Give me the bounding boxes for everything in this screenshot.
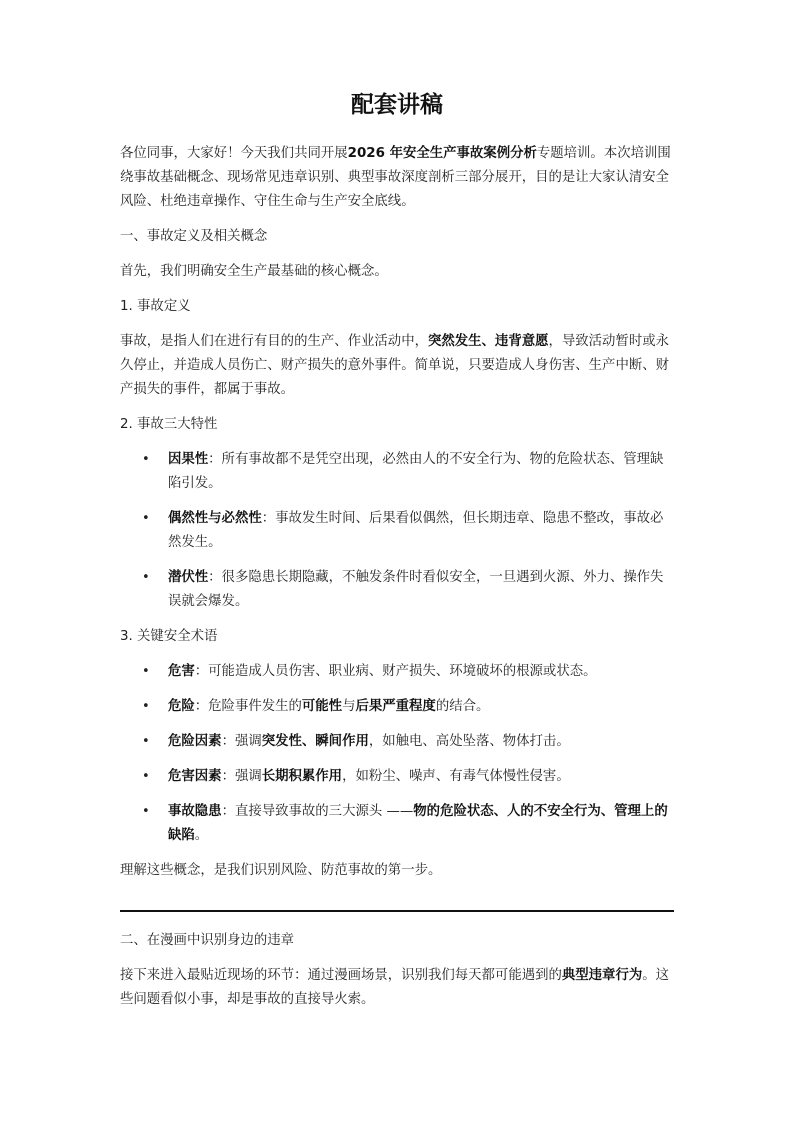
bullet-icon: • [142,699,150,714]
item-text: 的结合。 [435,699,490,714]
intro-bold: 2026 年安全生产事故案例分析 [347,146,537,161]
section1-closing: 理解这些概念，是我们识别风险、防范事故的第一步。 [120,863,442,878]
bullet-icon: • [142,804,150,819]
definition-paragraph [120,330,674,402]
item-bold: 后果严重程度 [355,699,436,714]
list-item [120,730,674,754]
bullet-icon: • [142,511,150,526]
list-item [120,695,674,719]
bullet-icon: • [142,734,150,749]
bullet-icon: • [142,570,150,585]
section2-text: 接下来进入最贴近现场的环节：通过漫画场景，识别我们每天都可能遇到的 [120,968,562,983]
section2-text-2: 。这些问题看似小事，却是事故的直接导火索。 [120,968,670,1007]
definition-text: 事故，是指人们在进行有目的的生产、作业活动中， [120,334,428,349]
item-term: 危险 [168,699,195,714]
item-text: 。 [194,828,209,843]
list-item [120,800,674,848]
section1-lead: 首先，我们明确安全生产最基础的核心概念。 [120,264,388,279]
section1-heading: 一、事故定义及相关概念 [120,229,268,244]
item-text: ，如触电、高处坠落、物体打击。 [368,734,570,749]
subsection1-heading: 1. 事故定义 [120,299,191,314]
item-bold: 突发性、瞬间作用 [261,734,369,749]
item-text: 与 [342,699,356,714]
list-item [120,660,674,684]
item-term: 因果性 [168,452,209,467]
list-item [120,448,674,496]
document-page [120,88,674,1012]
traits-list [120,448,674,614]
list-item [120,566,674,614]
item-bold: 可能性 [301,699,343,714]
item-text: ：强调 [221,734,262,749]
definition-text-2: ，导致活动暂时或永久停止，并造成人员伤亡、财产损失的意外事件。简单说，只要造成人身伤害、生产中断、财产损失的事件，都属于事故。 [120,334,670,397]
section2-bold: 典型违章行为 [561,968,643,983]
item-text: ：很多隐患长期隐藏，不触发条件时看似安全，一旦遇到火源、外力、操作失误就会爆发。 [168,570,664,609]
bullet-icon: • [142,452,150,467]
item-text: ：事故发生时间、后果看似偶然，但长期违章、隐患不整改，事故必然发生。 [168,511,664,550]
section2-heading: 二、在漫画中识别身边的违章 [120,933,295,948]
item-term: 偶然性与必然性 [168,511,262,526]
item-text: ：直接导致事故的三大源头 —— [221,804,414,819]
horizontal-divider [120,910,674,912]
section2-paragraph [120,964,674,1012]
page-title: 配套讲稿 [351,92,443,118]
item-text: ：危险事件发生的 [194,699,302,714]
item-term: 事故隐患 [168,804,222,819]
item-bold: 长期积累作用 [261,769,343,784]
bullet-icon: • [142,769,150,784]
item-term: 潜伏性 [168,570,209,585]
intro-paragraph [120,142,674,214]
item-bold: 物的危险状态、人的不安全行为、管理上的缺陷 [168,804,668,843]
list-item [120,507,674,555]
item-term: 危害 [168,664,195,679]
item-term: 危险因素 [168,734,222,749]
terms-list [120,660,674,848]
item-text: ：强调 [221,769,262,784]
bullet-icon: • [142,664,150,679]
item-text: ，如粉尘、噪声、有毒气体慢性侵害。 [342,769,570,784]
intro-text: 各位同事，大家好！今天我们共同开展 [120,146,348,161]
definition-bold: 突然发生、违背意愿 [427,334,549,349]
item-term: 危害因素 [168,769,222,784]
item-text: ：所有事故都不是凭空出现，必然由人的不安全行为、物的危险状态、管理缺陷引发。 [168,452,664,491]
item-text: ：可能造成人员伤害、职业病、财产损失、环境破坏的根源或状态。 [194,664,597,679]
list-item [120,765,674,789]
subsection3-heading: 3. 关键安全术语 [120,629,218,644]
intro-text-2: 专题培训。本次培训围绕事故基础概念、现场常见违章识别、典型事故深度剖析三部分展开，目的是让大家认清安全风险、杜绝违章操作、守住生命与生产安全底线。 [120,146,671,209]
subsection2-heading: 2. 事故三大特性 [120,417,218,432]
